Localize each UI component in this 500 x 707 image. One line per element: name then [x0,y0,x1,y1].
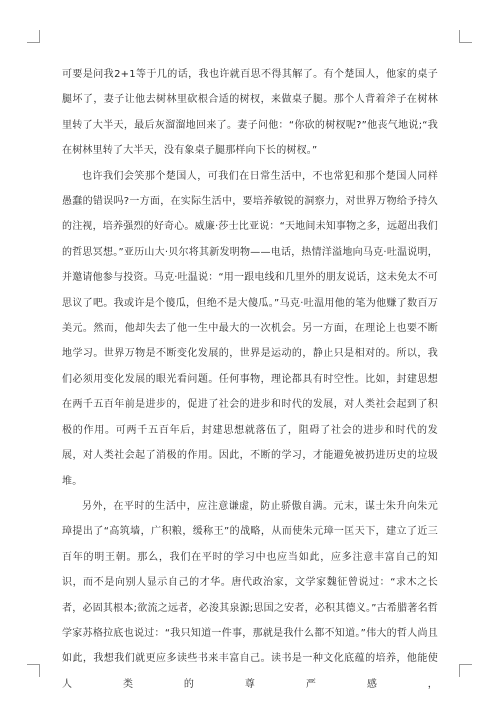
paragraph-2: 也许我们会笑那个楚国人，可我们在日常生活中，不也常犯和那个楚国人同样愚蠢的错误吗?一方面，在实际生活中，要培养敏锐的洞察力，对世界万物给予持久的注视，培养强烈的好奇心。威廉·莎士比亚说：“天地间未知事物之多，远超出我们的哲思冥想。”亚历山大·贝尔将其新发明物——电话，热情洋溢地向马克·吐温说明，并邀请他参与投资。马克·吐温说：“用一跟电线和几里外的朋友说话，这未免太不可思议了吧。我或许是个傻瓜，但绝不是大傻瓜。”马克·吐温用他的笔为他赚了数百万美元。然而，他却失去了他一生中最大的一次机会。另一方面，在理论上也要不断地学习。世界万物是不断变化发展的，世界是运动的，静止只是相对的。所以，我们必须用变化发展的眼光看问题。任何事物，理论都具有时空性。比如，封建思想在两千五百年前是进步的，促进了社会的进步和时代的发展，对人类社会起到了积极的作用。可两千五百年后，封建思想就落伍了，阻碍了社会的进步和时代的发展，对人类社会起了消极的作用。因此，不断的学习，才能避免被扔进历史的垃圾堆。 [62,170,438,487]
body-text [62,62,438,697]
paragraph-3: 另外，在平时的生活中，应注意谦虚，防止骄傲自满。元末，谋士朱升向朱元璋提出了“高筑墙，广积粮，缓称王”的战略，从而使朱元璋一匡天下，建立了近三百年的明王朝。那么，我们在平时的学习中也应当如此，应多注意丰富自己的知识，而不是向别人显示自己的才华。唐代政治家，文学家魏征曾说过：“求木之长者，必固其根本;欲流之远者，必浚其泉源;思国之安者，必积其德义。”古希腊著名哲学家苏格拉底也说过：“我只知道一件事，那就是我什么都不知道。”伟大的哲人尚且如此，我想我们就更应多读些书来丰富自己。读书是一种文化底蕴的培养，他能使人类的尊严感， [62,500,438,690]
crop-mark-top-left [27,30,40,43]
crop-mark-top-right [459,30,472,43]
crop-mark-bottom-left [27,664,40,677]
paragraph-1: 可要是问我2+1等于几的话，我也许就百思不得其解了。有个楚国人，他家的桌子腿坏了，妻子让他去树林里砍根合适的树杈，来做桌子腿。那个人背着斧子在树林里转了大半天，最后灰溜溜地回来了。妻子问他：“你砍的树杈呢?”他丧气地说;“我在树林里转了大半天，没有象桌子腿那样向下长的树杈。” [62,69,438,157]
crop-mark-bottom-right [459,664,472,677]
